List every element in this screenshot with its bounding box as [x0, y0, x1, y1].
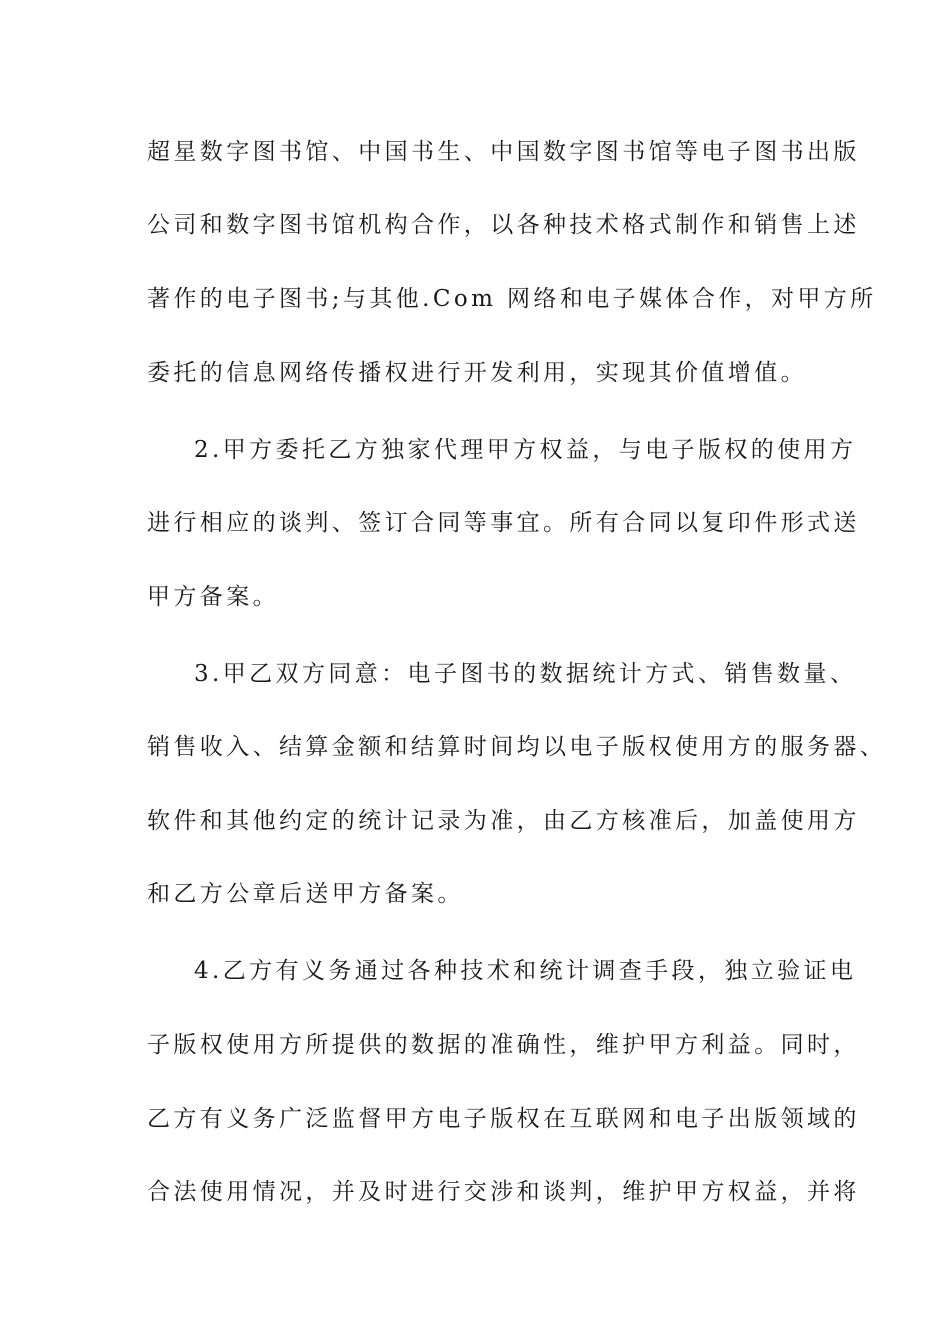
text-line: 软件和其他约定的统计记录为准，由乙方核准后，加盖使用方	[147, 808, 860, 834]
paragraph-4-first-line: 4.乙方有义务通过各种技术和统计调查手段，独立验证电	[194, 958, 857, 984]
text-line: 销售收入、结算金额和结算时间均以电子版权使用方的服务器、	[147, 734, 887, 760]
text-line: 委托的信息网络传播权进行开发利用，实现其价值增值。	[147, 360, 807, 386]
text-line: 著作的电子图书;与其他.Com 网络和电子媒体合作，对甲方所	[147, 286, 877, 312]
text-line: 和乙方公章后送甲方备案。	[147, 881, 464, 907]
text-line: 合法使用情况，并及时进行交涉和谈判，维护甲方权益，并将	[147, 1179, 860, 1205]
paragraph-3-first-line: 3.甲乙双方同意：电子图书的数据统计方式、销售数量、	[194, 661, 857, 687]
text-line: 乙方有义务广泛监督甲方电子版权在互联网和电子出版领域的	[147, 1106, 860, 1132]
text-line: 子版权使用方所提供的数据的准确性，维护甲方利益。同时，	[147, 1032, 860, 1058]
text-line: 甲方备案。	[147, 584, 279, 610]
text-line: 进行相应的谈判、签订合同等事宜。所有合同以复印件形式送	[147, 510, 860, 536]
text-line: 公司和数字图书馆机构合作，以各种技术格式制作和销售上述	[147, 212, 860, 238]
paragraph-2-first-line: 2.甲方委托乙方独家代理甲方权益，与电子版权的使用方	[194, 437, 857, 463]
text-line: 超星数字图书馆、中国书生、中国数字图书馆等电子图书出版	[147, 139, 860, 165]
